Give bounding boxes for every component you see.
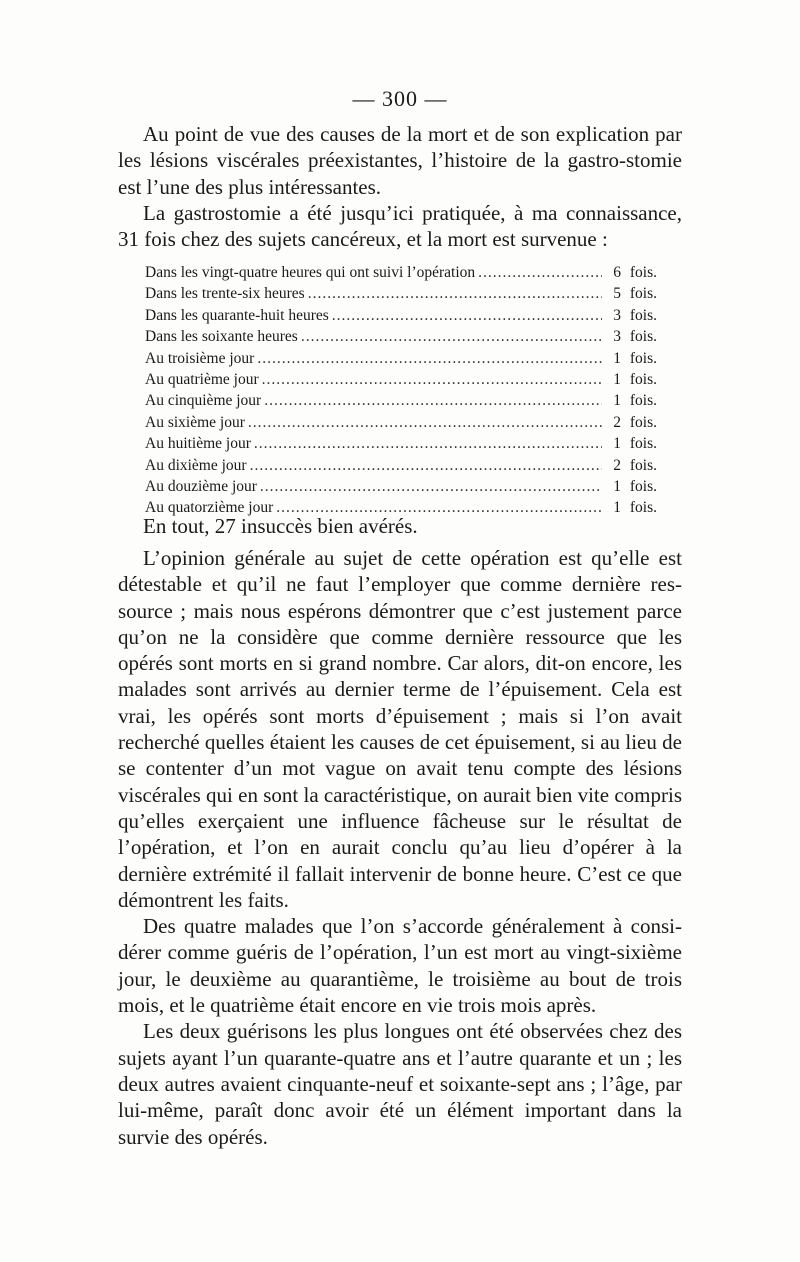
row-label: Au quatrième jour bbox=[145, 370, 259, 388]
body-paragraph-3: Les deux guérisons les plus longues ont été observées chez des sujets ayant l’un quarante-quatre ans et l’autre quarante et un ; les deux autres avaient cinquante-neuf et soixante-sept ans ; l’âge, par lui-même, paraît donc avoir été un élément important dans la survie des opérés. bbox=[118, 1019, 682, 1149]
table-row bbox=[145, 390, 657, 411]
body-paragraph-1: L’opinion générale au sujet de cette opération est qu’elle est détestable et qu’il ne faut l’employer que comme dernière res-source ; mais nous espérons démontrer que c’est justement parce qu’on ne la considère que comme dernière ressource que les opérés sont morts en si grand nombre. Car alors, dit-on encore, les malades sont arrivés au dernier terme de l’épuisement. Cela est vrai, les opérés sont morts d’épuisement ; mais si l’on avait recherché quelles étaient les causes de cet épuisement, si au lieu de se contenter d’un mot vague on avait tenu compte des lésions viscérales qui en sont la caractéristique, on aurait bien vite compris qu’elles exerçaient une influence fâcheuse sur le résultat de l’opération, et l’on en aurait conclu qu’au lieu d’opérer à la dernière extrémité il fallait intervenir de bonne heure. C’est ce que démontrent les faits. bbox=[118, 546, 682, 912]
row-count: 6 bbox=[613, 264, 621, 281]
row-count: 5 bbox=[613, 285, 621, 303]
row-label: Au sixième jour bbox=[145, 413, 245, 431]
page-number: — 300 — bbox=[352, 86, 448, 111]
row-label: Au huitième jour bbox=[145, 435, 251, 453]
table-row bbox=[145, 412, 657, 433]
death-timing-table bbox=[145, 262, 657, 519]
leader-dots bbox=[260, 476, 602, 497]
row-count: 1 bbox=[613, 349, 621, 367]
body-section bbox=[118, 545, 682, 1150]
row-count: 3 bbox=[613, 328, 621, 346]
leader-dots bbox=[262, 369, 602, 390]
leader-dots bbox=[257, 348, 602, 369]
row-count: 1 bbox=[613, 370, 621, 388]
row-unit: fois. bbox=[629, 413, 657, 431]
leader-dots bbox=[301, 326, 602, 347]
leader-dots bbox=[248, 412, 602, 433]
total-line: En tout, 27 insuccès bien avérés. bbox=[143, 514, 418, 538]
row-count: 2 bbox=[613, 413, 621, 431]
row-label: Dans les vingt-quatre heures qui ont suivi l’opération bbox=[145, 264, 476, 281]
row-unit: fois. bbox=[629, 477, 657, 495]
row-label: Au douzième jour bbox=[145, 477, 257, 495]
row-label: Au troisième jour bbox=[145, 349, 255, 367]
row-label: Au quatorzième jour bbox=[145, 499, 274, 517]
row-unit: fois. bbox=[629, 328, 657, 346]
row-count: 3 bbox=[613, 306, 621, 324]
row-label: Au dixième jour bbox=[145, 456, 247, 474]
row-unit: fois. bbox=[629, 285, 657, 303]
row-label: Dans les trente-six heures bbox=[145, 285, 305, 303]
row-unit: fois. bbox=[629, 456, 657, 474]
table-row bbox=[145, 262, 657, 283]
row-count: 1 bbox=[613, 477, 621, 495]
table-row bbox=[145, 305, 657, 326]
table-row bbox=[145, 455, 657, 476]
intro-paragraph-2: La gastrostomie a été jusqu’ici pratiquée, à ma connaissance, 31 fois chez des sujets cancéreux, et la mort est survenue : bbox=[118, 200, 682, 252]
row-count: 1 bbox=[613, 392, 621, 410]
row-count: 2 bbox=[613, 456, 621, 474]
table-row bbox=[145, 476, 657, 497]
row-label: Dans les quarante-huit heures bbox=[145, 306, 329, 324]
table-row bbox=[145, 348, 657, 369]
row-unit: fois. bbox=[629, 435, 657, 453]
row-unit: fois. bbox=[629, 370, 657, 388]
row-unit: fois. bbox=[629, 306, 657, 324]
row-unit: fois. bbox=[629, 499, 657, 517]
row-count: 1 bbox=[613, 435, 621, 453]
intro-paragraph-1: Au point de vue des causes de la mort et de son explication par les lésions viscérales préexistantes, l’histoire de la gastro-stomie est l’une des plus intéressantes. bbox=[118, 122, 682, 199]
leader-dots bbox=[254, 433, 602, 454]
row-count: 1 bbox=[613, 499, 621, 517]
row-unit: fois. bbox=[629, 349, 657, 367]
leader-dots bbox=[478, 262, 602, 283]
row-label: Dans les soixante heures bbox=[145, 328, 298, 346]
table-row bbox=[145, 369, 657, 390]
leader-dots bbox=[332, 305, 602, 326]
leader-dots bbox=[250, 455, 602, 476]
table-row bbox=[145, 283, 657, 304]
table-row bbox=[145, 326, 657, 347]
row-unit: fois. bbox=[629, 392, 657, 410]
leader-dots bbox=[308, 283, 602, 304]
row-unit: fois. bbox=[629, 264, 657, 281]
intro-section bbox=[118, 121, 682, 252]
leader-dots bbox=[264, 390, 602, 411]
table-row bbox=[145, 433, 657, 454]
row-label: Au cinquième jour bbox=[145, 392, 262, 410]
body-paragraph-2: Des quatre malades que l’on s’accorde généralement à consi-dérer comme guéris de l’opération, l’un est mort au vingt-sixième jour, le deuxième au quarantième, le troisième au bout de trois mois, et le quatrième était encore en vie trois mois après. bbox=[118, 914, 682, 1018]
